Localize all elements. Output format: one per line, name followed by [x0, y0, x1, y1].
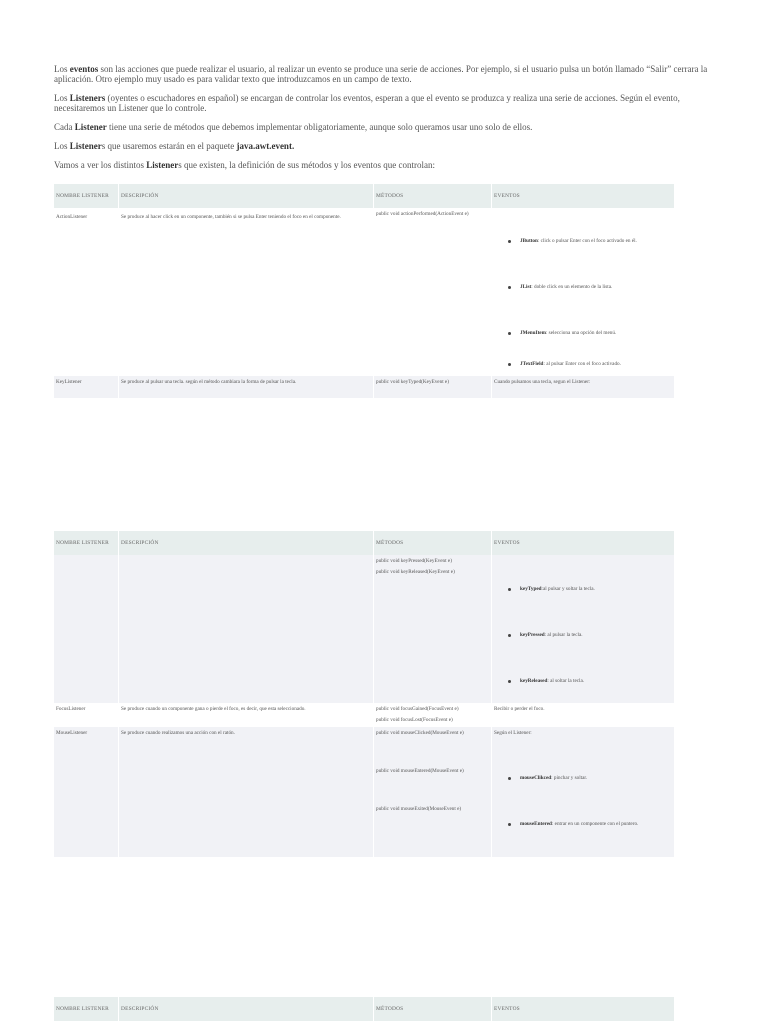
- list-item: keyTyped:al pulsar y soltar la tecla.: [520, 586, 672, 593]
- header-events: EVENTOS: [492, 531, 675, 555]
- cell-name: ActionListener: [54, 208, 119, 376]
- cell-description: Se produce cuando realizamos una acción con el ratón.: [119, 727, 374, 857]
- table-row: [54, 555, 675, 703]
- cell-events: [492, 208, 675, 376]
- listeners-table-3: [54, 997, 675, 1021]
- events-label: Según el Listener:: [494, 730, 532, 736]
- intro-paragraph-1: Los eventos son las acciones que puede realizar el usuario, al realizar un evento se produce una serie de acciones. Por ejemplo, si el usuario pulsa un botón llamado “Salir” cerrara la aplicación. Otro ejemplo muy usado es para validar texto que introduzcamos en un campo de texto.: [54, 64, 708, 84]
- header-methods: MÉTODOS: [374, 184, 492, 208]
- list-item: keyPressed: al pulsar la tecla.: [520, 632, 672, 639]
- method-text: public void mouseEntered(MouseEvent e): [376, 768, 464, 774]
- table-header-row: [54, 531, 675, 555]
- intro-text: [54, 64, 714, 179]
- method-text: public void focusGained(FocusEvent e): [376, 706, 459, 712]
- cell-methods: [374, 208, 492, 376]
- method-text: public void keyReleased(KeyEvent e): [376, 569, 455, 575]
- cell-name: MouseListener: [54, 727, 119, 857]
- cell-name: KeyListener: [54, 376, 119, 398]
- header-name: NOMBRE LISTENER: [54, 997, 119, 1021]
- header-description: DESCRIPCIÓN: [119, 184, 374, 208]
- table-row: [54, 727, 675, 857]
- intro-paragraph-2: Los Listeners (oyentes o escuchadores en español) se encargan de controlar los eventos, esperan a que el evento se produzca y realiza una serie de acciones. Según el evento, necesitaremos un Listener que lo controle.: [54, 93, 680, 113]
- cell-methods: [374, 727, 492, 857]
- events-list: [494, 558, 672, 685]
- header-events: EVENTOS: [492, 997, 675, 1021]
- method-text: public void keyPressed(KeyEvent e): [376, 558, 452, 564]
- list-item: mouseClikced: pinchar y soltar.: [520, 775, 672, 782]
- method-text: public void focusLost(FocusEvent e): [376, 717, 453, 723]
- header-events: EVENTOS: [492, 184, 675, 208]
- cell-events: Recibir o perder el foco.: [492, 703, 675, 727]
- header-name: NOMBRE LISTENER: [54, 184, 119, 208]
- table-header-row: [54, 997, 675, 1021]
- method-text: public void mouseClicked(MouseEvent e): [376, 730, 464, 736]
- table-row: [54, 208, 675, 376]
- header-description: DESCRIPCIÓN: [119, 997, 374, 1021]
- list-item: mouseEntered: entrar en un componente con el puntero.: [520, 821, 672, 828]
- intro-paragraph-4: Los Listeners que usaremos estarán en el paquete java.awt.event.: [54, 141, 295, 151]
- intro-paragraph-5: Vamos a ver los distintos Listeners que existen, la definición de sus métodos y los eventos que controlan:: [54, 160, 435, 170]
- table-row: [54, 703, 675, 727]
- table-row: [54, 376, 675, 398]
- list-item: JList: doble click en un elemento de la lista.: [520, 284, 672, 291]
- list-item: JButton: click o pulsar Enter con el foco activado en él.: [520, 238, 672, 245]
- listeners-table-1: [54, 184, 675, 398]
- cell-methods: [374, 376, 492, 398]
- list-item: JMenuItem: selecciona una opción del menú.: [520, 330, 672, 337]
- header-description: DESCRIPCIÓN: [119, 531, 374, 555]
- events-list: [494, 737, 672, 828]
- intro-paragraph-3: Cada Listener tiene una serie de métodos que debemos implementar obligatoriamente, aunque solo queramos usar uno solo de ellos.: [54, 122, 533, 132]
- cell-events: [492, 555, 675, 703]
- header-methods: MÉTODOS: [374, 997, 492, 1021]
- cell-methods: [374, 703, 492, 727]
- listeners-table-2: [54, 531, 675, 857]
- cell-methods: [374, 555, 492, 703]
- cell-description: [119, 555, 374, 703]
- method-text: public void actionPerformed(ActionEvent e): [376, 211, 469, 217]
- cell-description: Se produce al hacer click en un componente, también si se pulsa Enter teniendo el foco en el componente.: [119, 208, 374, 376]
- cell-description: Se produce cuando un componente gana o pierde el foco, es decir, que esta seleccionado.: [119, 703, 374, 727]
- header-methods: MÉTODOS: [374, 531, 492, 555]
- method-text: public void mouseExited(MouseEvent e): [376, 806, 462, 812]
- list-item: keyReleased: al soltar la tecla.: [520, 678, 672, 685]
- header-name: NOMBRE LISTENER: [54, 531, 119, 555]
- cell-name: [54, 555, 119, 703]
- list-item: JTextField: al pulsar Enter con el foco activado.: [520, 361, 672, 368]
- cell-name: FocusListener: [54, 703, 119, 727]
- cell-description: Se produce al pulsar una tecla. según el método cambiara la forma de pulsar la tecla.: [119, 376, 374, 398]
- table-header-row: [54, 184, 675, 208]
- cell-events: [492, 727, 675, 857]
- events-list: [494, 211, 672, 368]
- cell-events: Cuando pulsamos una tecla, segun el Listener:: [492, 376, 675, 398]
- method-text: public void keyTyped(KeyEvent e): [376, 379, 449, 385]
